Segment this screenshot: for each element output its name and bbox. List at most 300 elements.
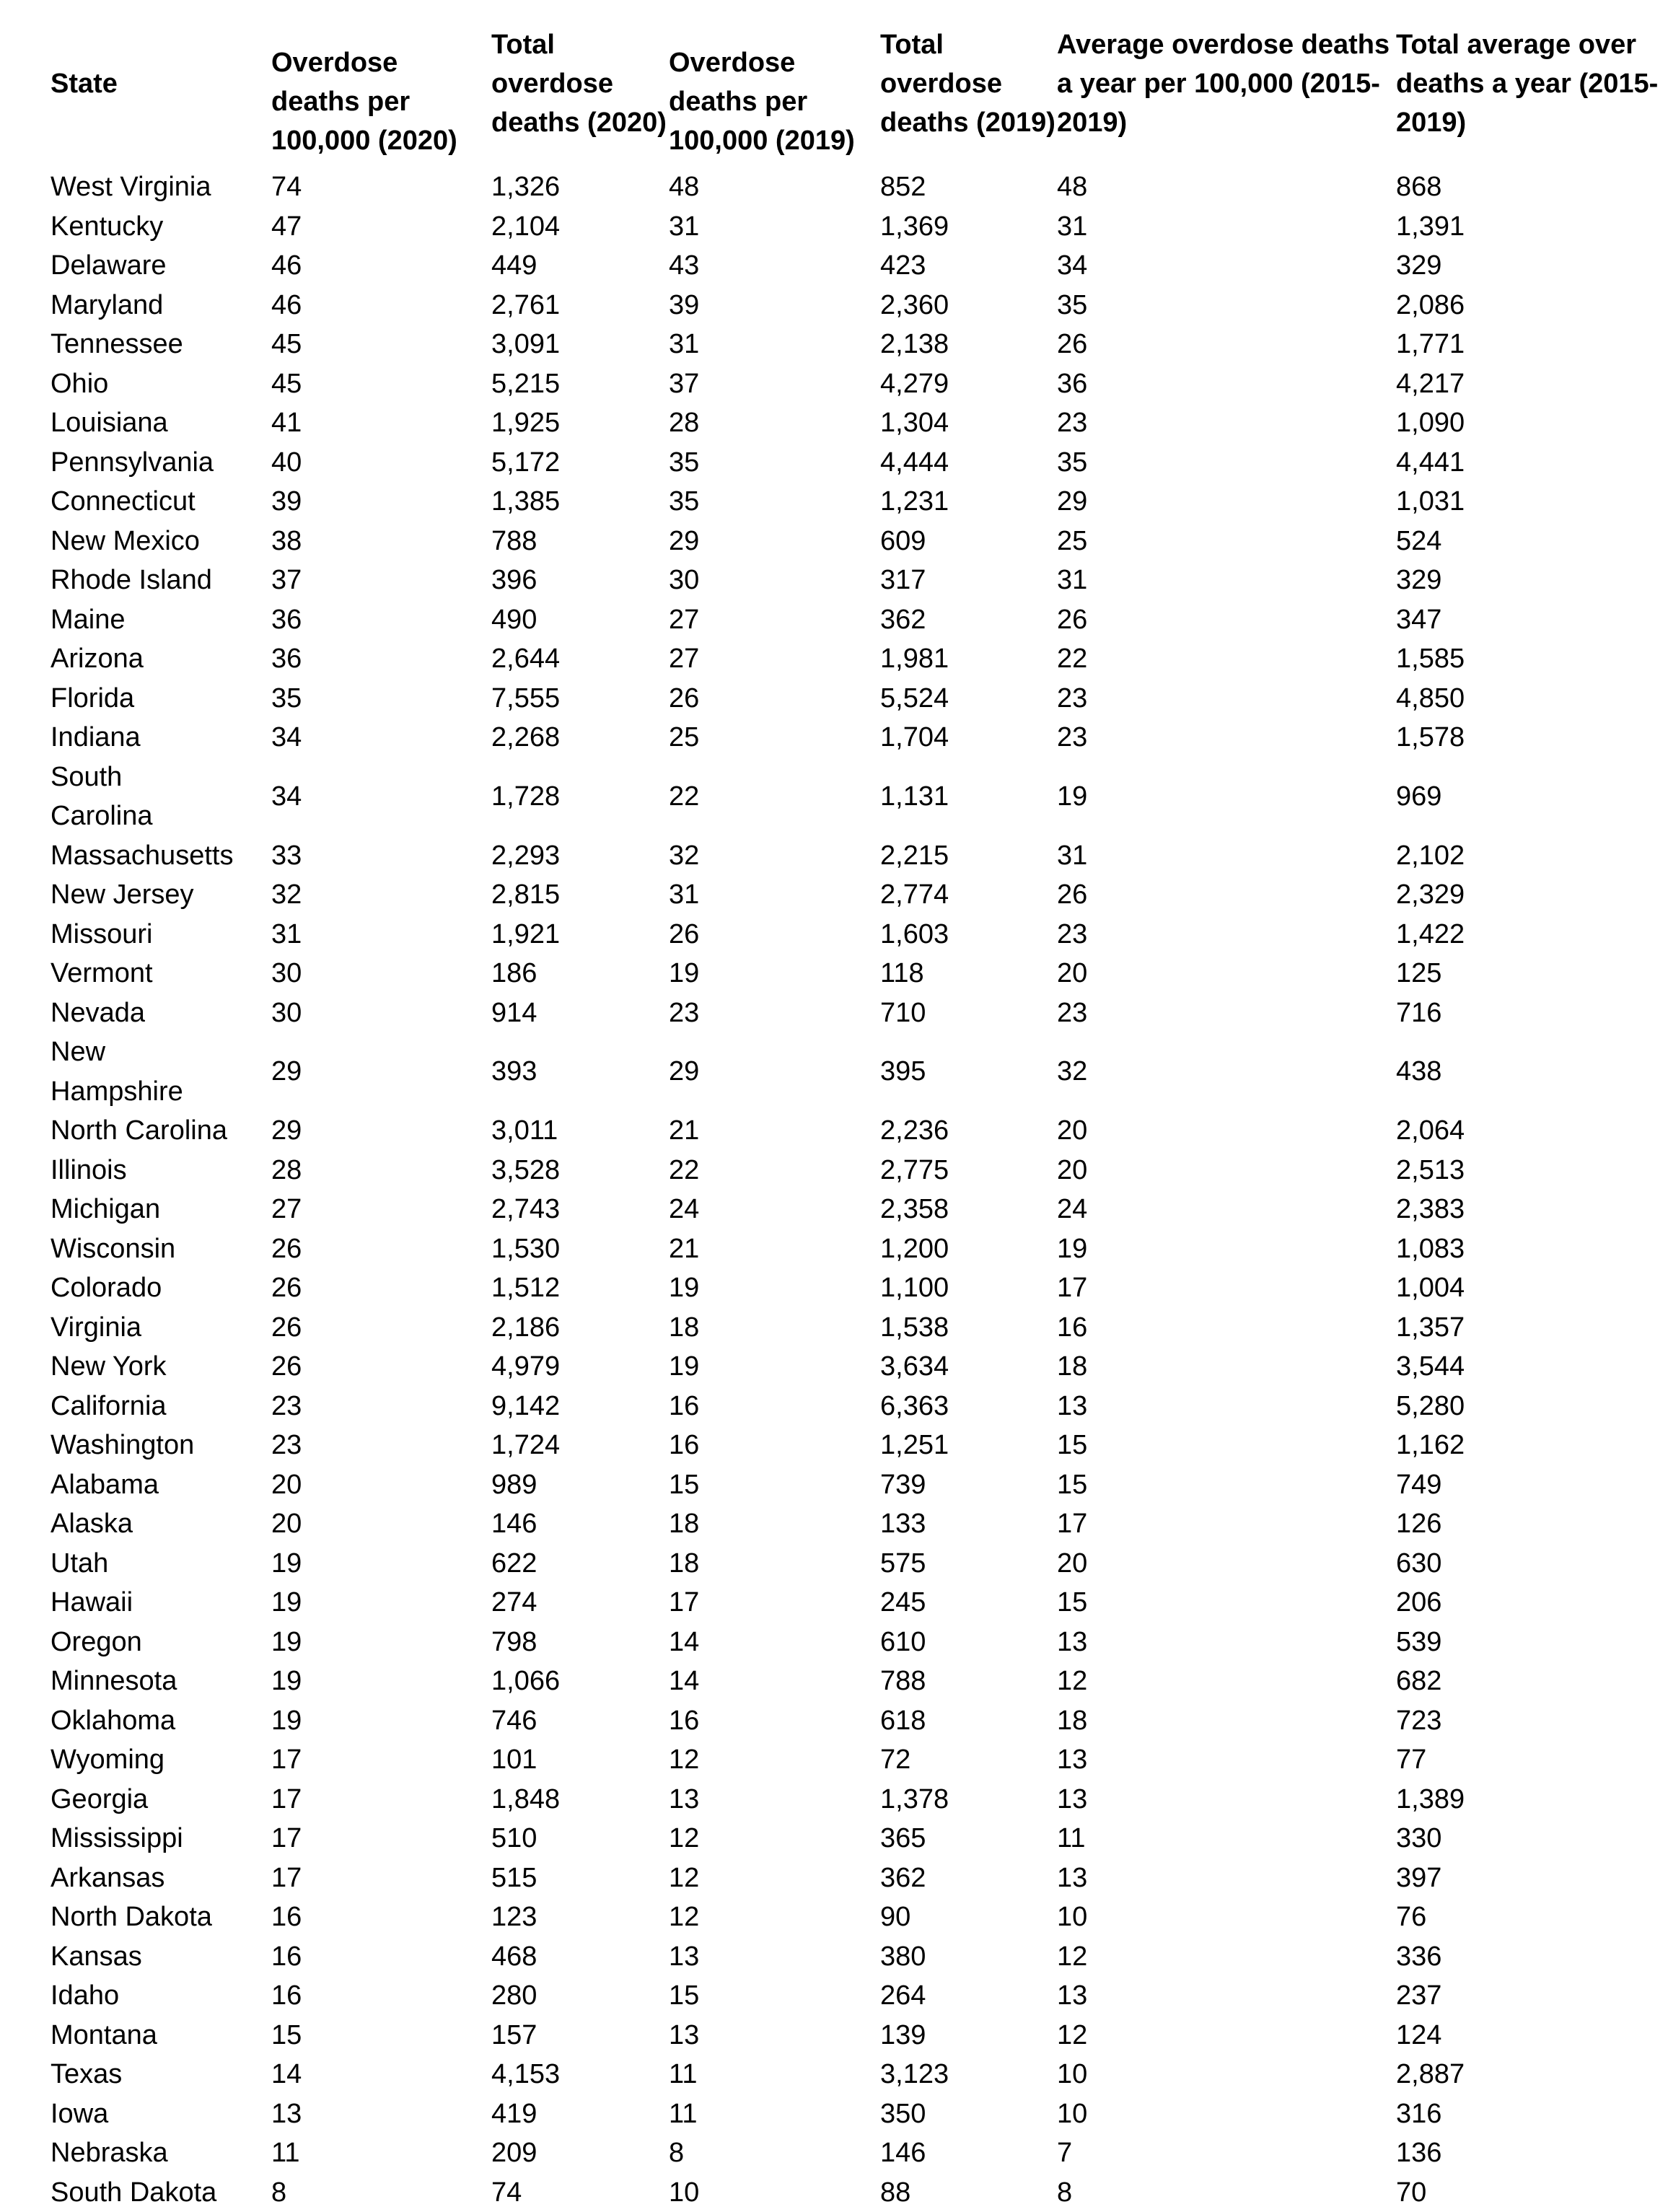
value-cell: 38 <box>271 522 491 561</box>
value-cell: 336 <box>1396 1937 1668 1977</box>
value-cell: 20 <box>1057 954 1396 993</box>
value-cell: 2,102 <box>1396 836 1668 876</box>
table-row <box>0 875 1668 915</box>
value-cell: 1,031 <box>1396 482 1668 522</box>
table-row <box>0 1897 1668 1937</box>
value-cell: 3,123 <box>880 2055 1057 2094</box>
value-cell: 28 <box>669 403 880 443</box>
value-cell: 31 <box>1057 561 1396 600</box>
value-cell: 18 <box>669 1544 880 1584</box>
table-row <box>0 915 1668 954</box>
col-header-deaths-per-100k-2019: Overdose deaths per 100,000 (2019) <box>669 0 880 167</box>
table-row <box>0 1858 1668 1898</box>
value-cell: 19 <box>1057 758 1396 836</box>
value-cell: 2,815 <box>491 875 669 915</box>
value-cell: 4,979 <box>491 1347 669 1387</box>
table-row <box>0 1583 1668 1623</box>
table-row <box>0 2016 1668 2055</box>
state-name: Vermont <box>0 954 271 993</box>
value-cell: 35 <box>669 482 880 522</box>
value-cell: 2,329 <box>1396 875 1668 915</box>
value-cell: 34 <box>1057 246 1396 286</box>
value-cell: 274 <box>491 1583 669 1623</box>
value-cell: 1,921 <box>491 915 669 954</box>
value-cell: 19 <box>271 1623 491 1662</box>
value-cell: 347 <box>1396 600 1668 640</box>
value-cell: 3,091 <box>491 325 669 364</box>
value-cell: 45 <box>271 325 491 364</box>
value-cell: 37 <box>669 364 880 404</box>
table-row <box>0 1347 1668 1387</box>
value-cell: 39 <box>271 482 491 522</box>
value-cell: 1,100 <box>880 1268 1057 1308</box>
value-cell: 575 <box>880 1544 1057 1584</box>
value-cell: 2,104 <box>491 207 669 247</box>
table-row <box>0 443 1668 483</box>
value-cell: 1,704 <box>880 718 1057 758</box>
value-cell: 10 <box>669 2173 880 2212</box>
value-cell: 1,981 <box>880 639 1057 679</box>
value-cell: 17 <box>271 1780 491 1820</box>
value-cell: 2,086 <box>1396 286 1668 325</box>
value-cell: 17 <box>271 1819 491 1858</box>
state-name: Kentucky <box>0 207 271 247</box>
value-cell: 12 <box>669 1897 880 1937</box>
value-cell: 1,066 <box>491 1662 669 1701</box>
state-name: Missouri <box>0 915 271 954</box>
value-cell: 14 <box>669 1662 880 1701</box>
state-name: Indiana <box>0 718 271 758</box>
value-cell: 11 <box>1057 1819 1396 1858</box>
table-row <box>0 207 1668 247</box>
value-cell: 5,280 <box>1396 1387 1668 1426</box>
value-cell: 2,138 <box>880 325 1057 364</box>
value-cell: 746 <box>491 1701 669 1741</box>
value-cell: 24 <box>1057 1190 1396 1229</box>
value-cell: 16 <box>271 1976 491 2016</box>
value-cell: 23 <box>1057 403 1396 443</box>
value-cell: 20 <box>1057 1111 1396 1151</box>
value-cell: 23 <box>1057 718 1396 758</box>
value-cell: 17 <box>271 1740 491 1780</box>
state-name: Maine <box>0 600 271 640</box>
table-row <box>0 522 1668 561</box>
state-name: North Carolina <box>0 1111 271 1151</box>
value-cell: 1,848 <box>491 1780 669 1820</box>
table-row <box>0 2133 1668 2173</box>
value-cell: 23 <box>669 993 880 1033</box>
table-row <box>0 364 1668 404</box>
value-cell: 610 <box>880 1623 1057 1662</box>
table-row <box>0 954 1668 993</box>
value-cell: 2,513 <box>1396 1151 1668 1190</box>
state-name: Mississippi <box>0 1819 271 1858</box>
value-cell: 1,538 <box>880 1308 1057 1348</box>
value-cell: 1,578 <box>1396 718 1668 758</box>
value-cell: 2,064 <box>1396 1111 1668 1151</box>
state-name: Tennessee <box>0 325 271 364</box>
state-name: New Hampshire <box>0 1032 271 1111</box>
table-row <box>0 403 1668 443</box>
value-cell: 393 <box>491 1032 669 1111</box>
value-cell: 7,555 <box>491 679 669 719</box>
state-name: Idaho <box>0 1976 271 2016</box>
value-cell: 11 <box>271 2133 491 2173</box>
value-cell: 2,293 <box>491 836 669 876</box>
value-cell: 35 <box>669 443 880 483</box>
state-name: California <box>0 1387 271 1426</box>
value-cell: 630 <box>1396 1544 1668 1584</box>
value-cell: 19 <box>669 1268 880 1308</box>
value-cell: 788 <box>880 1662 1057 1701</box>
value-cell: 13 <box>1057 1976 1396 2016</box>
table-row <box>0 2094 1668 2134</box>
value-cell: 16 <box>1057 1308 1396 1348</box>
value-cell: 20 <box>271 1504 491 1544</box>
value-cell: 16 <box>271 1897 491 1937</box>
value-cell: 46 <box>271 286 491 325</box>
value-cell: 12 <box>669 1740 880 1780</box>
value-cell: 6,363 <box>880 1387 1057 1426</box>
table-row <box>0 718 1668 758</box>
value-cell: 3,011 <box>491 1111 669 1151</box>
value-cell: 9,142 <box>491 1387 669 1426</box>
value-cell: 419 <box>491 2094 669 2134</box>
value-cell: 90 <box>880 1897 1057 1937</box>
value-cell: 2,358 <box>880 1190 1057 1229</box>
state-name: Delaware <box>0 246 271 286</box>
value-cell: 18 <box>669 1308 880 1348</box>
value-cell: 33 <box>271 836 491 876</box>
value-cell: 749 <box>1396 1465 1668 1505</box>
value-cell: 26 <box>271 1229 491 1269</box>
value-cell: 23 <box>271 1426 491 1465</box>
state-name: Washington <box>0 1426 271 1465</box>
value-cell: 4,279 <box>880 364 1057 404</box>
value-cell: 1,251 <box>880 1426 1057 1465</box>
value-cell: 74 <box>491 2173 669 2212</box>
value-cell: 21 <box>669 1229 880 1269</box>
state-name: Maryland <box>0 286 271 325</box>
value-cell: 26 <box>669 679 880 719</box>
value-cell: 716 <box>1396 993 1668 1033</box>
table-row <box>0 482 1668 522</box>
value-cell: 4,153 <box>491 2055 669 2094</box>
value-cell: 362 <box>880 600 1057 640</box>
value-cell: 41 <box>271 403 491 443</box>
value-cell: 510 <box>491 1819 669 1858</box>
value-cell: 28 <box>271 1151 491 1190</box>
value-cell: 13 <box>669 2016 880 2055</box>
value-cell: 4,217 <box>1396 364 1668 404</box>
table-header <box>0 0 1668 167</box>
value-cell: 26 <box>271 1268 491 1308</box>
value-cell: 2,186 <box>491 1308 669 1348</box>
value-cell: 31 <box>669 207 880 247</box>
value-cell: 280 <box>491 1976 669 2016</box>
table-row <box>0 1465 1668 1505</box>
state-name: Wyoming <box>0 1740 271 1780</box>
state-name: New York <box>0 1347 271 1387</box>
value-cell: 29 <box>271 1111 491 1151</box>
value-cell: 15 <box>669 1976 880 2016</box>
table-row <box>0 1229 1668 1269</box>
value-cell: 5,524 <box>880 679 1057 719</box>
value-cell: 914 <box>491 993 669 1033</box>
value-cell: 74 <box>271 167 491 207</box>
value-cell: 1,389 <box>1396 1780 1668 1820</box>
value-cell: 15 <box>1057 1583 1396 1623</box>
table-row <box>0 2173 1668 2212</box>
value-cell: 317 <box>880 561 1057 600</box>
value-cell: 37 <box>271 561 491 600</box>
value-cell: 1,304 <box>880 403 1057 443</box>
value-cell: 8 <box>1057 2173 1396 2212</box>
value-cell: 30 <box>271 993 491 1033</box>
value-cell: 12 <box>669 1819 880 1858</box>
value-cell: 13 <box>669 1780 880 1820</box>
value-cell: 3,634 <box>880 1347 1057 1387</box>
table-row <box>0 1780 1668 1820</box>
value-cell: 35 <box>1057 443 1396 483</box>
value-cell: 19 <box>669 1347 880 1387</box>
value-cell: 13 <box>1057 1858 1396 1898</box>
value-cell: 133 <box>880 1504 1057 1544</box>
table-row <box>0 1308 1668 1348</box>
value-cell: 76 <box>1396 1897 1668 1937</box>
value-cell: 10 <box>1057 2094 1396 2134</box>
value-cell: 362 <box>880 1858 1057 1898</box>
col-header-total-deaths-2019: Total overdose deaths (2019) <box>880 0 1057 167</box>
value-cell: 157 <box>491 2016 669 2055</box>
value-cell: 2,887 <box>1396 2055 1668 2094</box>
value-cell: 16 <box>669 1701 880 1741</box>
table-row <box>0 1544 1668 1584</box>
value-cell: 40 <box>271 443 491 483</box>
state-name: Louisiana <box>0 403 271 443</box>
state-name: Illinois <box>0 1151 271 1190</box>
col-header-avg-deaths-per-100k-2015-2019: Average overdose deaths a year per 100,000 (2015-2019) <box>1057 0 1396 167</box>
value-cell: 29 <box>669 1032 880 1111</box>
value-cell: 237 <box>1396 1976 1668 2016</box>
table-row <box>0 1268 1668 1308</box>
value-cell: 524 <box>1396 522 1668 561</box>
state-name: New Mexico <box>0 522 271 561</box>
value-cell: 22 <box>669 1151 880 1190</box>
value-cell: 31 <box>1057 207 1396 247</box>
state-name: Oregon <box>0 1623 271 1662</box>
value-cell: 1,385 <box>491 482 669 522</box>
value-cell: 29 <box>271 1032 491 1111</box>
value-cell: 1,724 <box>491 1426 669 1465</box>
state-name: Wisconsin <box>0 1229 271 1269</box>
table-row <box>0 325 1668 364</box>
value-cell: 123 <box>491 1897 669 1937</box>
value-cell: 1,512 <box>491 1268 669 1308</box>
state-name: Kansas <box>0 1937 271 1977</box>
value-cell: 7 <box>1057 2133 1396 2173</box>
value-cell: 29 <box>669 522 880 561</box>
value-cell: 3,544 <box>1396 1347 1668 1387</box>
value-cell: 36 <box>1057 364 1396 404</box>
value-cell: 1,422 <box>1396 915 1668 954</box>
value-cell: 1,391 <box>1396 207 1668 247</box>
value-cell: 209 <box>491 2133 669 2173</box>
value-cell: 27 <box>271 1190 491 1229</box>
value-cell: 2,383 <box>1396 1190 1668 1229</box>
value-cell: 30 <box>669 561 880 600</box>
value-cell: 26 <box>669 915 880 954</box>
value-cell: 12 <box>1057 2016 1396 2055</box>
value-cell: 18 <box>669 1504 880 1544</box>
value-cell: 10 <box>1057 2055 1396 2094</box>
value-cell: 20 <box>271 1465 491 1505</box>
value-cell: 39 <box>669 286 880 325</box>
value-cell: 1,771 <box>1396 325 1668 364</box>
table-row <box>0 1976 1668 2016</box>
value-cell: 125 <box>1396 954 1668 993</box>
value-cell: 395 <box>880 1032 1057 1111</box>
col-header-state: State <box>0 0 271 167</box>
state-name: Texas <box>0 2055 271 2094</box>
value-cell: 118 <box>880 954 1057 993</box>
value-cell: 22 <box>1057 639 1396 679</box>
value-cell: 16 <box>271 1937 491 1977</box>
value-cell: 26 <box>1057 875 1396 915</box>
value-cell: 146 <box>491 1504 669 1544</box>
value-cell: 539 <box>1396 1623 1668 1662</box>
state-name: Michigan <box>0 1190 271 1229</box>
state-name: Virginia <box>0 1308 271 1348</box>
table-row <box>0 600 1668 640</box>
value-cell: 2,268 <box>491 718 669 758</box>
value-cell: 316 <box>1396 2094 1668 2134</box>
value-cell: 32 <box>271 875 491 915</box>
value-cell: 13 <box>669 1937 880 1977</box>
value-cell: 19 <box>669 954 880 993</box>
value-cell: 788 <box>491 522 669 561</box>
value-cell: 868 <box>1396 167 1668 207</box>
value-cell: 1,004 <box>1396 1268 1668 1308</box>
value-cell: 1,369 <box>880 207 1057 247</box>
value-cell: 17 <box>669 1583 880 1623</box>
value-cell: 34 <box>271 758 491 836</box>
value-cell: 12 <box>669 1858 880 1898</box>
value-cell: 30 <box>271 954 491 993</box>
value-cell: 329 <box>1396 561 1668 600</box>
value-cell: 23 <box>1057 993 1396 1033</box>
state-name: South Carolina <box>0 758 271 836</box>
value-cell: 365 <box>880 1819 1057 1858</box>
value-cell: 19 <box>1057 1229 1396 1269</box>
value-cell: 43 <box>669 246 880 286</box>
value-cell: 19 <box>271 1662 491 1701</box>
value-cell: 609 <box>880 522 1057 561</box>
value-cell: 36 <box>271 639 491 679</box>
table-row <box>0 1819 1668 1858</box>
value-cell: 438 <box>1396 1032 1668 1111</box>
table-row <box>0 639 1668 679</box>
table-row <box>0 1740 1668 1780</box>
value-cell: 88 <box>880 2173 1057 2212</box>
value-cell: 2,215 <box>880 836 1057 876</box>
value-cell: 682 <box>1396 1662 1668 1701</box>
value-cell: 31 <box>669 875 880 915</box>
value-cell: 4,850 <box>1396 679 1668 719</box>
value-cell: 5,215 <box>491 364 669 404</box>
value-cell: 19 <box>271 1544 491 1584</box>
value-cell: 31 <box>271 915 491 954</box>
table-row <box>0 758 1668 836</box>
value-cell: 18 <box>1057 1347 1396 1387</box>
state-name: Alabama <box>0 1465 271 1505</box>
value-cell: 15 <box>271 2016 491 2055</box>
value-cell: 1,925 <box>491 403 669 443</box>
value-cell: 72 <box>880 1740 1057 1780</box>
value-cell: 423 <box>880 246 1057 286</box>
value-cell: 14 <box>271 2055 491 2094</box>
value-cell: 186 <box>491 954 669 993</box>
value-cell: 13 <box>1057 1740 1396 1780</box>
value-cell: 48 <box>669 167 880 207</box>
value-cell: 36 <box>271 600 491 640</box>
value-cell: 126 <box>1396 1504 1668 1544</box>
value-cell: 136 <box>1396 2133 1668 2173</box>
value-cell: 1,162 <box>1396 1426 1668 1465</box>
value-cell: 490 <box>491 600 669 640</box>
value-cell: 20 <box>1057 1151 1396 1190</box>
value-cell: 26 <box>1057 600 1396 640</box>
value-cell: 2,236 <box>880 1111 1057 1151</box>
table-row <box>0 286 1668 325</box>
value-cell: 1,231 <box>880 482 1057 522</box>
value-cell: 14 <box>669 1623 880 1662</box>
table-row <box>0 2055 1668 2094</box>
value-cell: 5,172 <box>491 443 669 483</box>
value-cell: 23 <box>1057 679 1396 719</box>
value-cell: 17 <box>271 1858 491 1898</box>
value-cell: 852 <box>880 167 1057 207</box>
col-header-total-avg-deaths-2015-2019: Total average over deaths a year (2015-2019) <box>1396 0 1668 167</box>
state-name: Utah <box>0 1544 271 1584</box>
state-name: Colorado <box>0 1268 271 1308</box>
value-cell: 20 <box>1057 1544 1396 1584</box>
state-name: Oklahoma <box>0 1701 271 1741</box>
value-cell: 46 <box>271 246 491 286</box>
state-name: Massachusetts <box>0 836 271 876</box>
value-cell: 969 <box>1396 758 1668 836</box>
value-cell: 989 <box>491 1465 669 1505</box>
value-cell: 31 <box>1057 836 1396 876</box>
state-name: Arizona <box>0 639 271 679</box>
state-name: Georgia <box>0 1780 271 1820</box>
state-name: Minnesota <box>0 1662 271 1701</box>
table-row <box>0 246 1668 286</box>
table-row <box>0 993 1668 1033</box>
value-cell: 13 <box>271 2094 491 2134</box>
state-name: North Dakota <box>0 1897 271 1937</box>
col-header-total-deaths-2020: Total overdose deaths (2020) <box>491 0 669 167</box>
table-row <box>0 679 1668 719</box>
state-name: Alaska <box>0 1504 271 1544</box>
value-cell: 4,444 <box>880 443 1057 483</box>
table-row <box>0 836 1668 876</box>
value-cell: 16 <box>669 1426 880 1465</box>
value-cell: 1,603 <box>880 915 1057 954</box>
value-cell: 16 <box>669 1387 880 1426</box>
state-name: Nebraska <box>0 2133 271 2173</box>
state-name: Iowa <box>0 2094 271 2134</box>
